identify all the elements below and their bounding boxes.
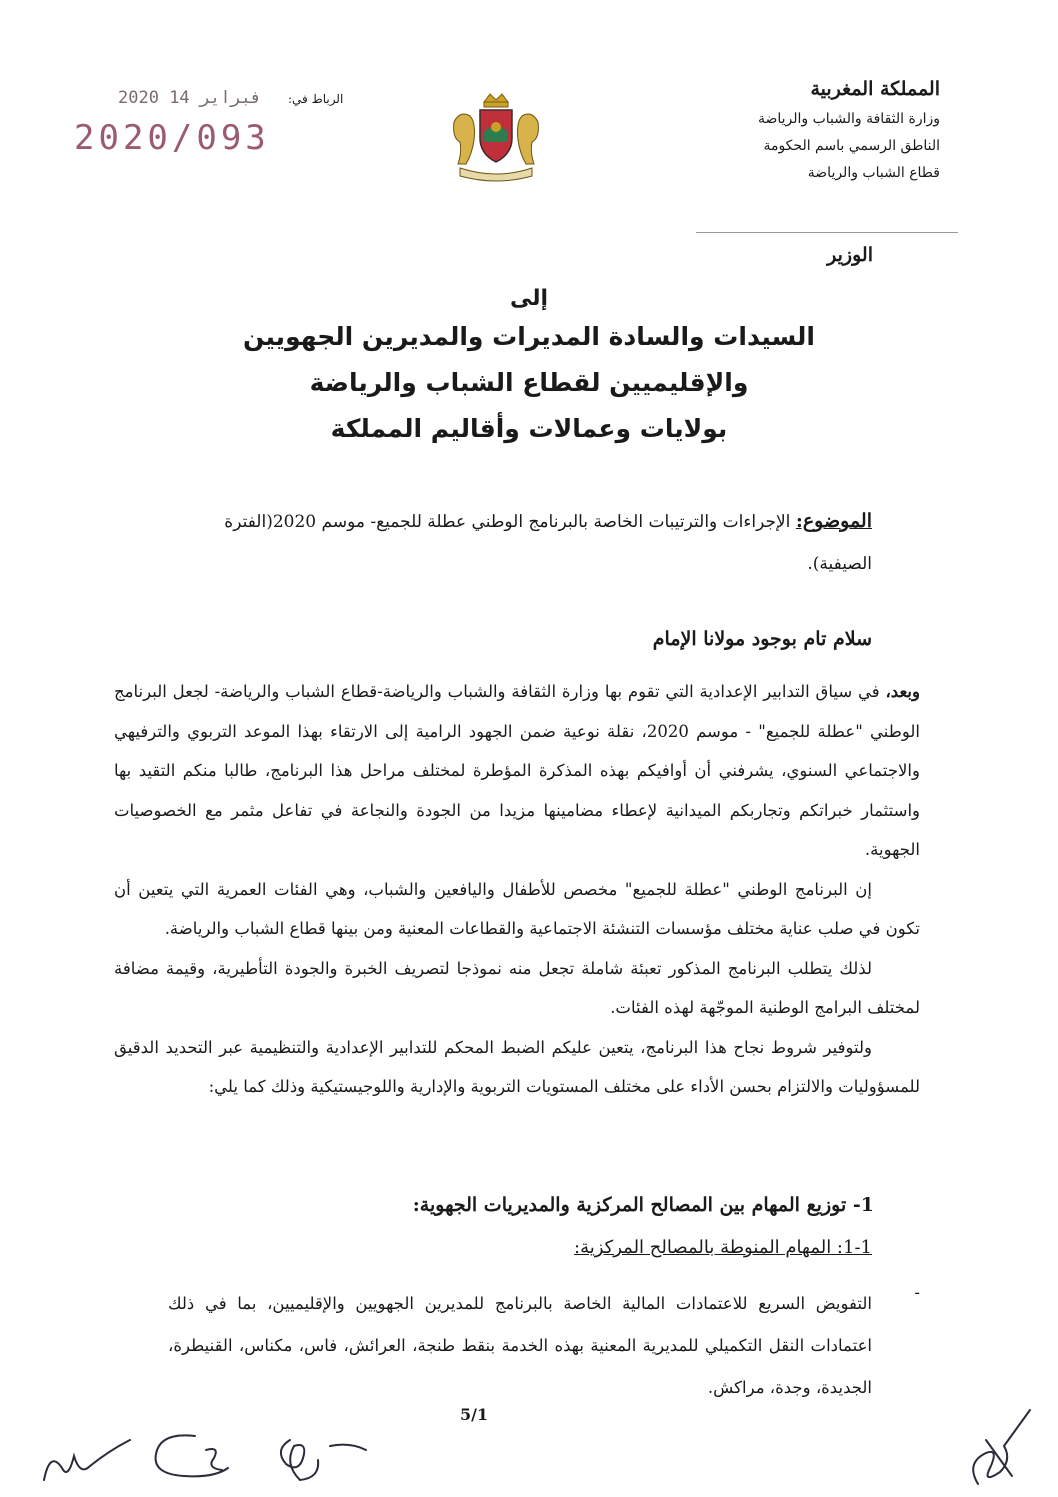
subject [182,500,872,585]
letter-body [114,672,920,1107]
page-number: 5/1 [460,1405,489,1424]
coat-of-arms-emblem [440,92,552,184]
letterhead [700,78,940,187]
initials-signatures [0,1380,1058,1497]
subject-label: الموضوع: [795,510,872,532]
address-line-1: السيدات والسادة المديرات والمديرين الجهويين [242,322,815,351]
paragraph-1-text: في سياق التدابير الإعدادية التي تقوم بها وزارة الثقافة والشباب والرياضة-قطاع الشباب والرياضة- لجعل البرنامج الوطني "عطلة للجميع" - موسم 2020، نقلة نوعية ضمن الجهود الرامية إلى الارتقاء بهذا الموعد التربوي والترفيهي والاجتماعي السنوي، يشرفني أن أوافيكم بهذه المذكرة المؤطرة لمختلف مراحل هذا البرنامج، طالبا منكم التقيد بها واستثمار خبراتكم وتجاربكم الميدانية لإعطاء مضامينها مزيدا من الجودة والنجاعة في تفاعل مثمر مع الخصوصيات الجهوية. [114,682,920,859]
section-1-1-heading: 1-1: المهام المنوطة بالمصالح المركزية: [574,1237,872,1258]
address-to: إلى [509,286,549,311]
spokesperson-line: الناطق الرسمي باسم الحكومة [763,138,940,154]
reference-number-stamp: 2020/093 [74,118,270,158]
sector-name: قطاع الشباب والرياضة [807,165,940,181]
bullet-item-1: التفويض السريع للاعتمادات المالية الخاصة بالبرنامج للمديرين الجهويين والإقليميين، بما في ذلك اعتمادات النقل التكميلي للمديرية المعنية بهذه الخدمة بنقط طنجة، العرائش، فاس، مكناس، القنيطرة، الجديدة، وجدة، مراكش. [168,1294,872,1397]
subject-text: الإجراءات والترتيبات الخاصة بالبرنامج الوطني عطلة للجميع- موسم 2020(الفترة الصيفية). [224,512,872,574]
paragraph-4: ولتوفير شروط نجاح هذا البرنامج، يتعين عليكم الضبط المحكم للتدابير الإعدادية والتنظيمية عبر التحديد الدقيق للمسؤوليات والالتزام بحسن الأداء على مختلف المستويات التربوية والإدارية واللوجيستيكية وذلك كما يلي: [114,1037,920,1096]
address-line-2: والإقليميين لقطاع الشباب والرياضة [309,368,749,397]
bullet-dash: - [914,1283,920,1302]
letterhead-divider [696,232,958,233]
greeting: سلام تام بوجود مولانا الإمام [652,628,872,650]
paragraph-1-lead: وبعد، [885,682,920,701]
place-date-label: الرباط في: [288,92,344,106]
paragraph-3: لذلك يتطلب البرنامج المذكور تعبئة شاملة تجعل منه نموذجا لتصريف الخبرة والجودة التأطيرية، وقيمة مضافة لمختلف البرامج الوطنية الموجّهة لهذه الفئات. [114,958,920,1017]
ministry-name: وزارة الثقافة والشباب والرياضة [757,111,940,127]
section-1-heading: 1- توزيع المهام بين المصالح المركزية والمديريات الجهوية: [412,1194,874,1216]
kingdom-title: المملكة المغربية [810,78,940,100]
paragraph-1 [114,672,920,870]
date-stamp: 2020 فبراير 14 [118,88,262,108]
address-line-3: بولايات وعمالات وأقاليم المملكة [330,414,728,443]
paragraph-2: إن البرنامج الوطني "عطلة للجميع" مخصص للأطفال واليافعين والشباب، وهي الفئات العمرية التي يتعين أن تكون في صلب عناية مختلف مؤسسات التنشئة الاجتماعية والقطاعات المعنية ومن بينها قطاع الشباب والرياضة. [114,879,920,938]
minister-title: الوزير [827,244,873,266]
